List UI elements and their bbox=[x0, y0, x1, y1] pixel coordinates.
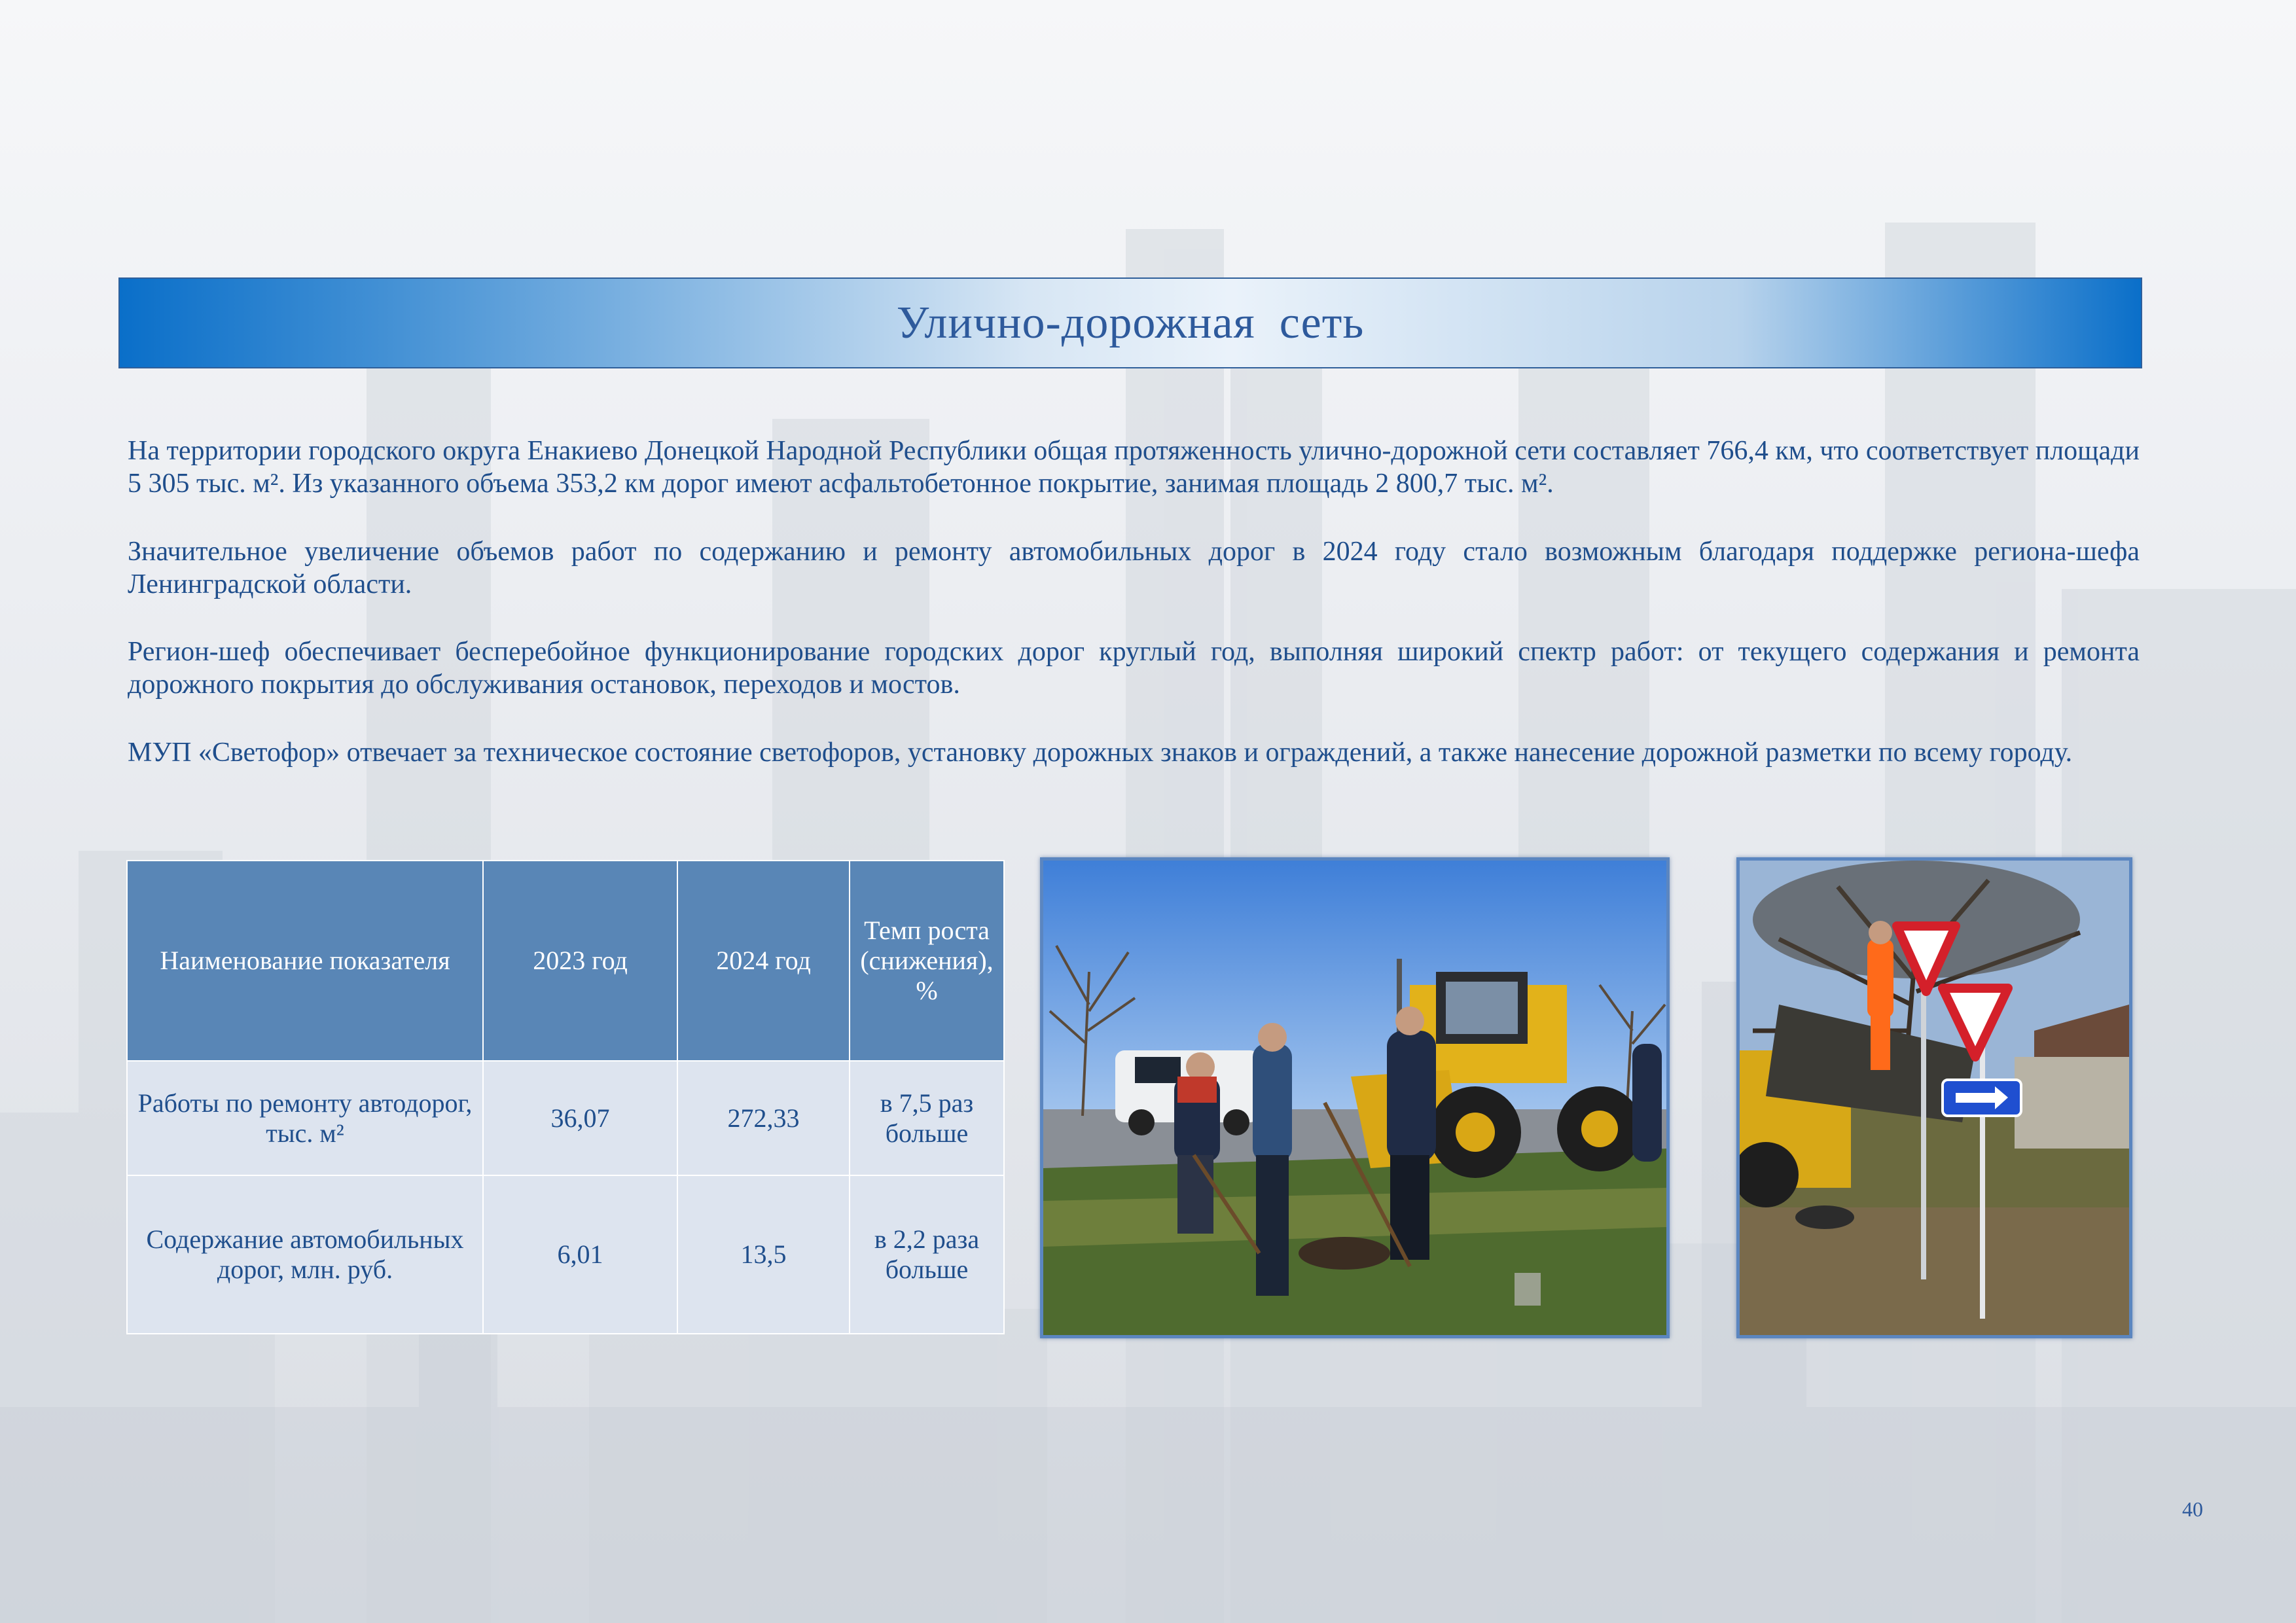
title-banner bbox=[118, 277, 2142, 368]
indicators-table bbox=[126, 860, 1005, 1334]
cell-2024: 272,33 bbox=[677, 1061, 850, 1175]
paragraph-patron-region: Регион-шеф обеспечивает бесперебойное функционирование городских дорог круглый год, выполняя широкий спектр работ: от текущего содержания и ремонта дорожного покрытия до обслуживания остановок, переходов и мостов. bbox=[128, 637, 2140, 700]
header-2023: 2023 год bbox=[483, 861, 677, 1061]
photo-road-workers-loader-image bbox=[1043, 861, 1666, 1335]
photo-sign-installation-image bbox=[1740, 861, 2129, 1335]
cell-growth-rate: в 2,2 раза больше bbox=[850, 1175, 1004, 1334]
header-2024: 2024 год bbox=[677, 861, 850, 1061]
page-number: 40 bbox=[2182, 1497, 2203, 1521]
paragraph-svetofor: МУП «Светофор» отвечает за техническое состояние светофоров, установку дорожных знаков и ограждений, а также нанесение дорожной разметки по всему городу. bbox=[128, 738, 2073, 768]
paragraph-road-network: На территории городского округа Енакиево Донецкой Народной Республики общая протяженность улично-дорожной сети составляет 766,4 км, что соответствует площади 5 305 тыс. м². Из указанного объема 353,2 км дорог имеют асфальтобетонное покрытие, занимая площадь 2 800,7 тыс. м². bbox=[128, 436, 2140, 499]
cell-2023: 6,01 bbox=[483, 1175, 677, 1334]
photo-road-workers-loader bbox=[1040, 857, 1670, 1338]
page-title: Улично-дорожная сеть bbox=[896, 297, 1365, 348]
header-growth-rate: Темп роста (снижения), % bbox=[850, 861, 1004, 1061]
cell-2024: 13,5 bbox=[677, 1175, 850, 1334]
paragraph-leningrad-support: Значительное увеличение объемов работ по содержанию и ремонту автомобильных дорог в 2024 году стало возможным благодаря поддержке региона-шефа Ленинградской области. bbox=[128, 537, 2140, 599]
cell-2023: 36,07 bbox=[483, 1061, 677, 1175]
cell-indicator-name: Работы по ремонту автодорог, тыс. м² bbox=[127, 1061, 483, 1175]
table-row bbox=[127, 1175, 1004, 1334]
table-row bbox=[127, 1061, 1004, 1175]
photo-sign-installation bbox=[1736, 857, 2132, 1338]
cell-indicator-name: Содержание автомобильных дорог, млн. руб. bbox=[127, 1175, 483, 1334]
table-header-row bbox=[127, 861, 1004, 1061]
cell-growth-rate: в 7,5 раз больше bbox=[850, 1061, 1004, 1175]
header-indicator-name: Наименование показателя bbox=[127, 861, 483, 1061]
